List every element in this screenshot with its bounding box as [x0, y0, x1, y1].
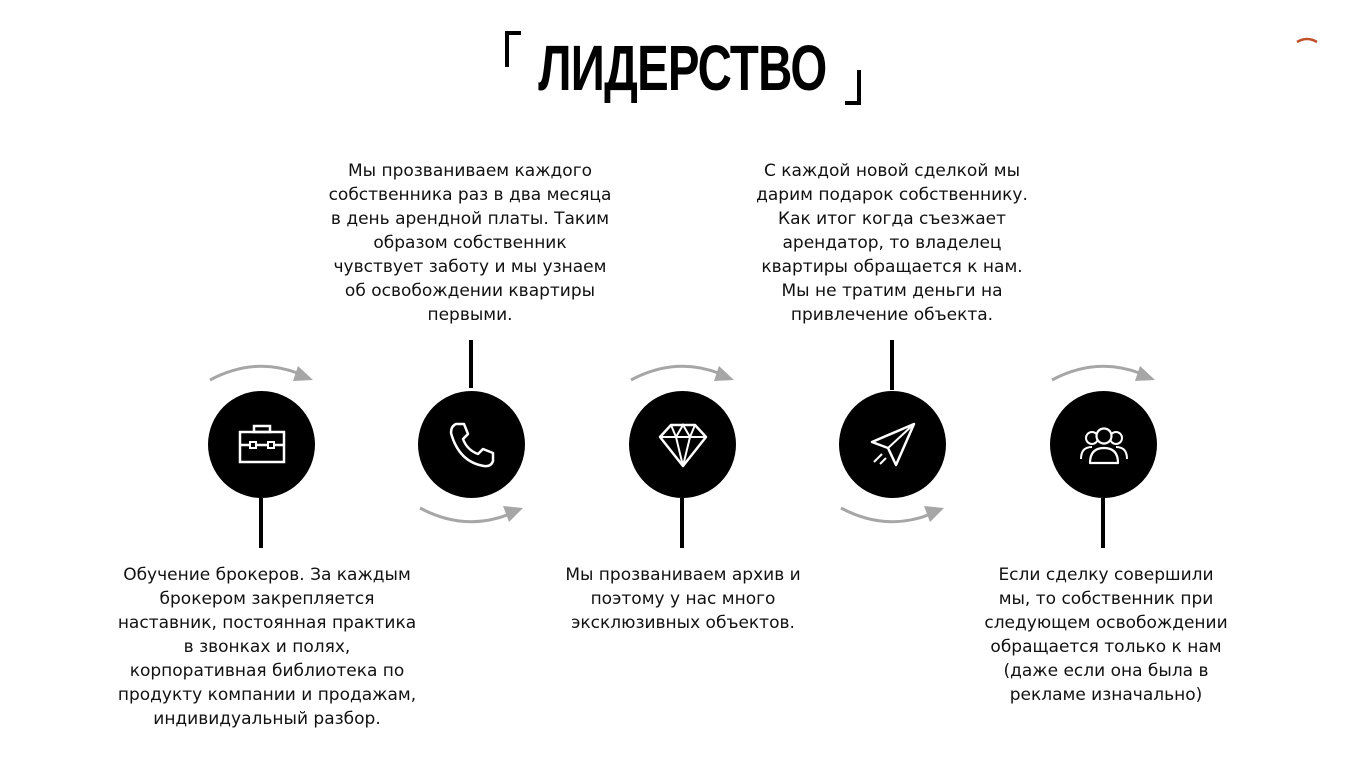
flow-arrow-bottom-4: [836, 500, 951, 530]
flow-arrow-top-3: [626, 358, 741, 388]
flow-arrow-top-5: [1047, 358, 1162, 388]
step-3-circle: [629, 391, 736, 498]
briefcase-icon: [237, 423, 287, 467]
step-5-connector: [1101, 498, 1105, 548]
step-5-text: Если сделку совершили мы, то собственник при следующем освобождении обращается только к нам (даже если она была в рекламе изначально): [984, 565, 1228, 705]
step-1-connector: [259, 498, 263, 548]
flow-arrow-top-1: [205, 358, 320, 388]
step-4-text: С каждой новой сделкой мы дарим подарок собственнику. Как итог когда съезжает арендатор, то владелец квартиры обращается к нам. Мы не тратим деньги на привлечение объекта.: [756, 161, 1028, 325]
step-3-text: Мы прозваниваем архив и поэтому у нас много эксклюзивных объектов.: [565, 565, 801, 633]
step-2-text: Мы прозваниваем каждого собственника раз в два месяца в день арендной платы. Таким образом собственник чувствует заботу и мы узнаем об освобождении квартиры первыми.: [328, 161, 612, 325]
corner-accent-decoration: [1295, 36, 1319, 44]
step-1-circle: [208, 391, 315, 498]
step-1-text: Обучение брокеров. За каждым брокером закрепляется наставник, постоянная практика в звонках и полях, корпоративная библиотека по продукту компании и продажам, индивидуальный разбор.: [117, 565, 417, 729]
step-2-circle: [418, 391, 525, 498]
flow-arrow-bottom-2: [415, 500, 530, 530]
users-icon: [1077, 423, 1131, 467]
step-4-connector: [890, 340, 894, 390]
step-4-circle: [839, 391, 946, 498]
page-title: ЛИДЕРСТВО: [538, 32, 827, 104]
step-5-circle: [1050, 391, 1157, 498]
paper-plane-icon: [866, 418, 920, 472]
step-2-connector: [469, 340, 473, 388]
step-3-connector: [680, 498, 684, 548]
diamond-icon: [657, 421, 709, 469]
phone-icon: [445, 418, 499, 472]
